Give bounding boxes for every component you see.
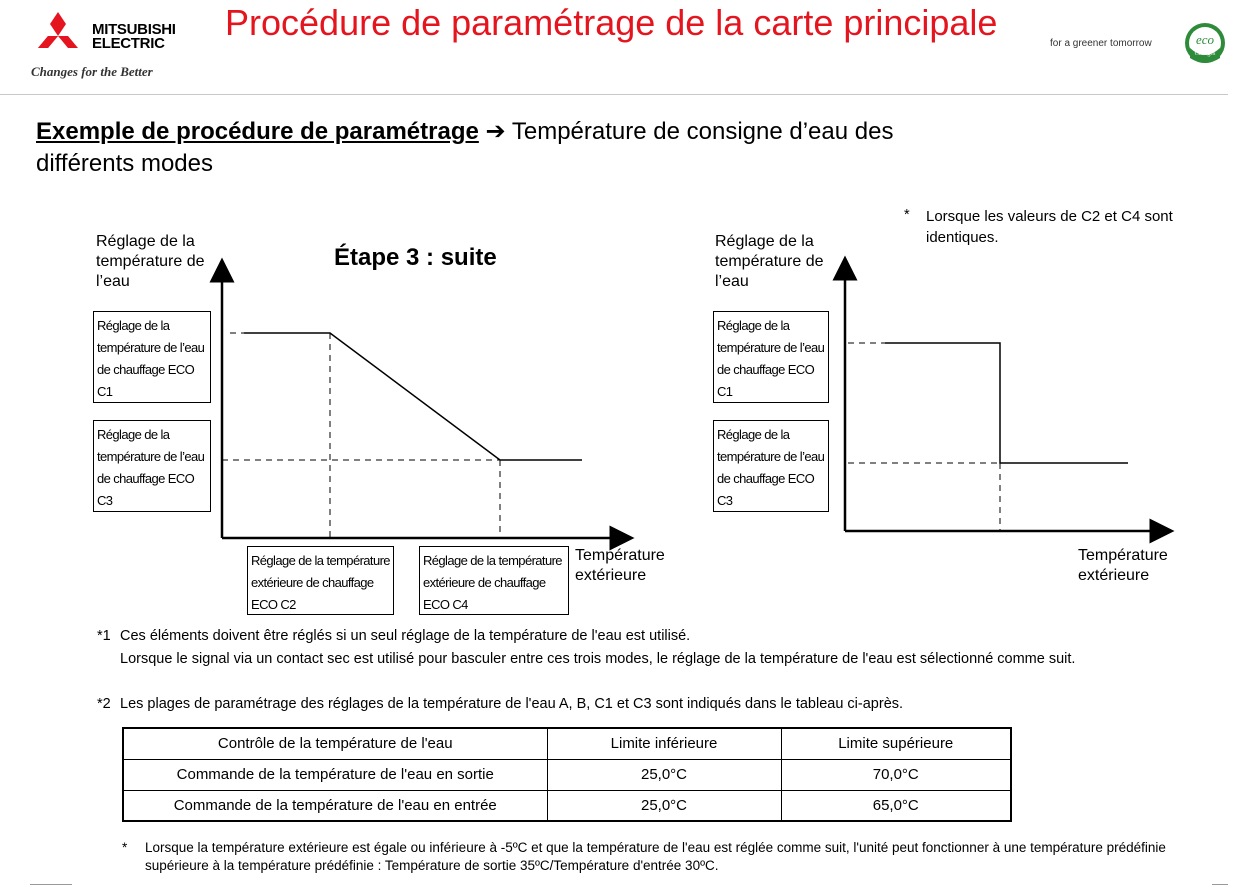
table-row <box>123 759 1011 790</box>
right-c1-box: Réglage de la température de l’eau de chauffage ECO C1 <box>713 311 829 403</box>
note2-marker: *2 <box>97 696 111 712</box>
left-c2-box: Réglage de la température extérieure de chauffage ECO C2 <box>247 546 394 615</box>
bottom-rule-left <box>30 884 72 885</box>
left-c4-box: Réglage de la température extérieure de chauffage ECO C4 <box>419 546 569 615</box>
table-header-cell: Contrôle de la température de l'eau <box>123 728 547 759</box>
table-row <box>123 790 1011 821</box>
brand-tagline: Changes for the Better <box>31 64 153 79</box>
heading-underlined: Exemple de procédure de paramétrage <box>36 118 479 145</box>
table-cell: 70,0°C <box>781 759 1011 790</box>
table-cell: 25,0°C <box>547 759 781 790</box>
table-cell: Commande de la température de l'eau en entrée <box>123 790 547 821</box>
table-header-cell: Limite inférieure <box>547 728 781 759</box>
page-title: Procédure de paramétrage de la carte principale <box>225 2 998 43</box>
left-c1-box: Réglage de la température de l’eau de chauffage ECO C1 <box>93 311 211 403</box>
step-label: Étape 3 : suite <box>334 244 497 271</box>
left-setting-curve <box>244 333 582 460</box>
note1-line1: Ces éléments doivent être réglés si un seul réglage de la température de l'eau est utilisé. <box>120 628 691 644</box>
right-x-axis-label: Température extérieure <box>1078 547 1168 584</box>
footnote-text: Lorsque la température extérieure est égale ou inférieure à -5ºC et que la température de l'eau est réglée comme suit, l'unité peut fonctionner à une température prédéfinie supérieure à la température prédéfinie : Température de sortie 35ºC/Température d'entrée 30ºC. <box>145 840 1166 873</box>
right-note: Lorsque les valeurs de C2 et C4 sont identiques. <box>926 208 1173 246</box>
svg-text:eco: eco <box>1195 32 1215 47</box>
greener-slogan: for a greener tomorrow <box>1050 38 1152 49</box>
heading-rest: Température de consigne d’eau des différents modes <box>36 118 894 177</box>
brand-name-line2: ELECTRIC <box>92 35 165 52</box>
svg-text:Changes: Changes <box>1194 51 1216 57</box>
table-header-cell: Limite supérieure <box>781 728 1011 759</box>
right-note-star: * <box>904 207 910 223</box>
note1-line2: Lorsque le signal via un contact sec est utilisé pour basculer entre ces trois modes, le réglage de la température de l'eau est sélectionné comme suit. <box>120 651 1076 667</box>
note2-text: Les plages de paramétrage des réglages de la température de l'eau A, B, C1 et C3 sont indiqués dans le tableau ci-après. <box>120 696 904 712</box>
table-cell: 25,0°C <box>547 790 781 821</box>
left-y-axis-label: Réglage de la température de l’eau <box>96 233 205 290</box>
right-setting-curve <box>885 343 1128 463</box>
table-cell: Commande de la température de l'eau en sortie <box>123 759 547 790</box>
right-y-axis-label: Réglage de la température de l’eau <box>715 233 824 290</box>
left-c3-box: Réglage de la température de l’eau de chauffage ECO C3 <box>93 420 211 512</box>
left-x-axis-label: Température extérieure <box>575 547 665 584</box>
brand-name-line1: MITSUBISHI <box>92 21 176 38</box>
note1-marker: *1 <box>97 628 111 644</box>
footnote-star: * <box>122 840 128 855</box>
bottom-rule-right <box>1212 884 1228 885</box>
table-header-row <box>123 728 1011 759</box>
right-c3-box: Réglage de la température de l’eau de chauffage ECO C3 <box>713 420 829 512</box>
table-cell: 65,0°C <box>781 790 1011 821</box>
temperature-limits-table <box>122 727 1012 822</box>
arrow-right-icon: ➔ <box>485 117 506 145</box>
